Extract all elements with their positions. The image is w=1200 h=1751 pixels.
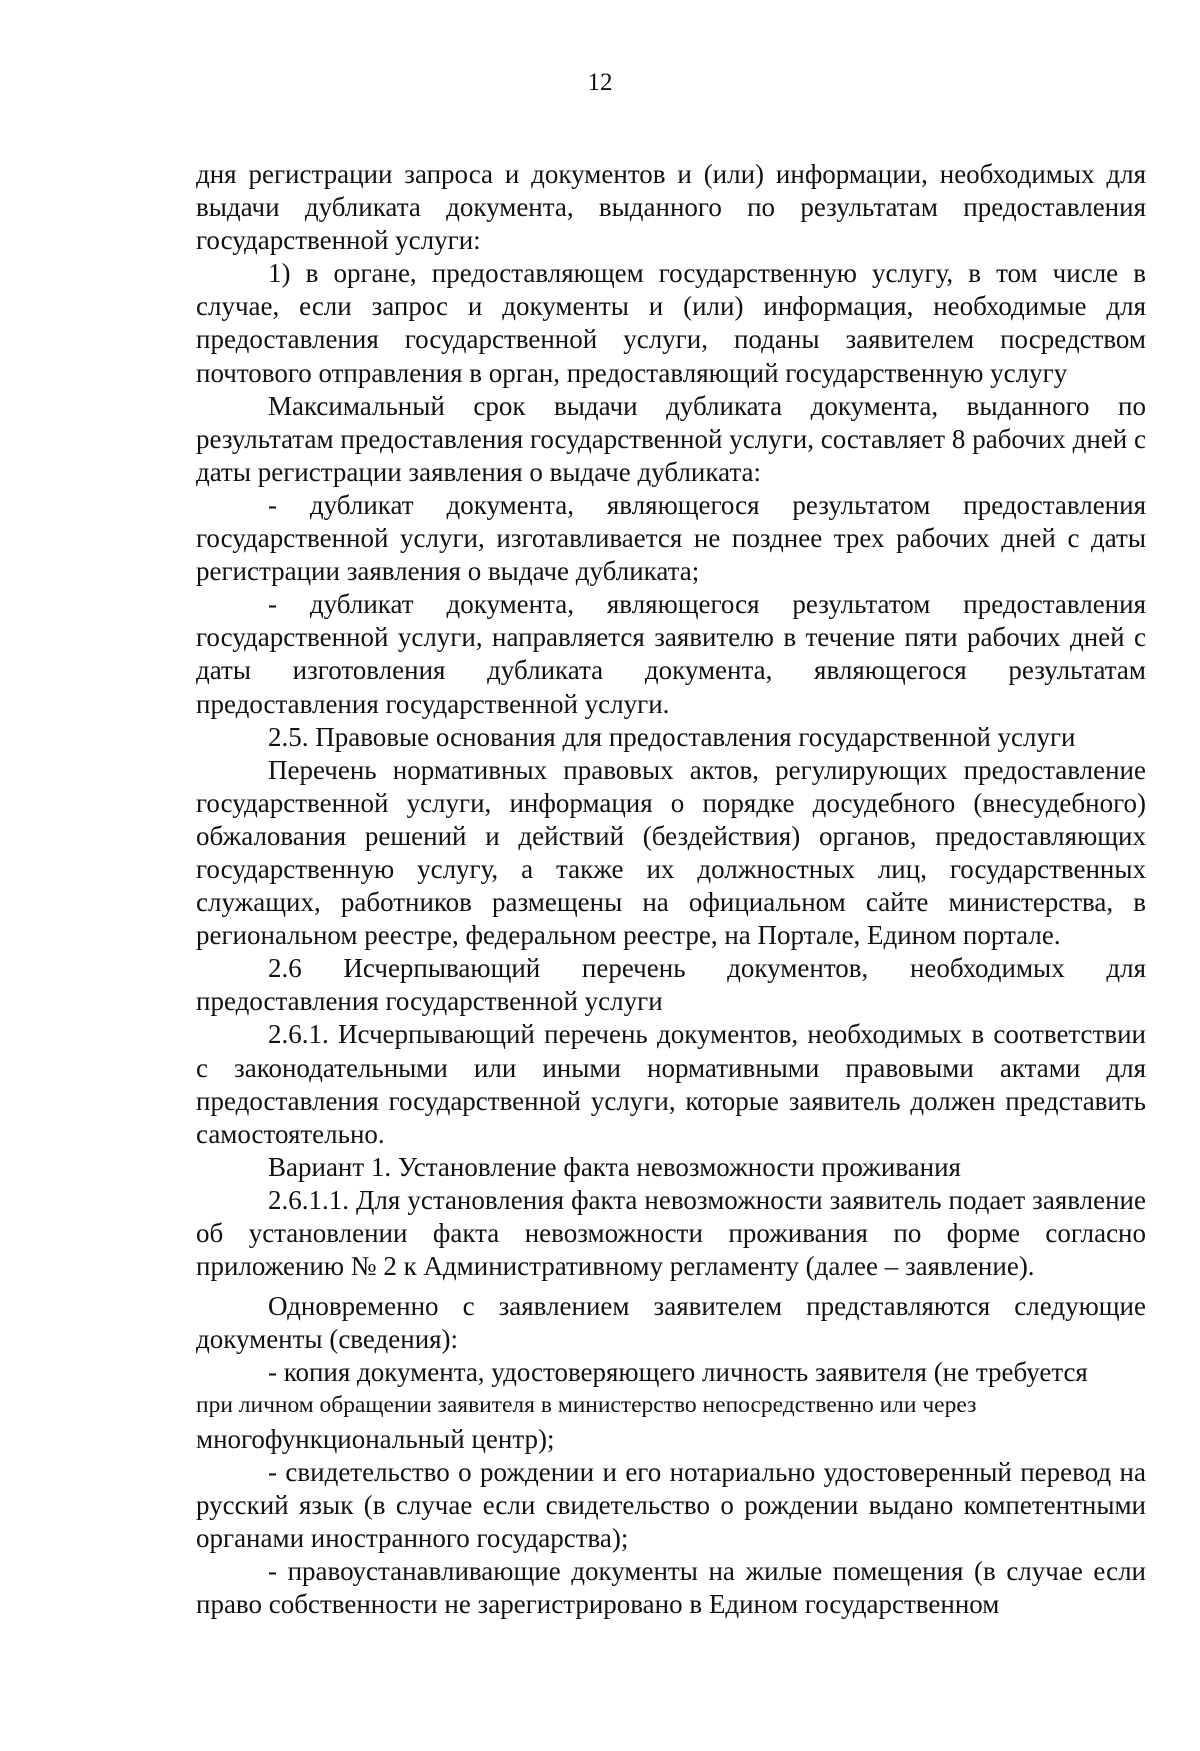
list-item: - правоустанавливающие документы на жилые помещения (в случае если право собственности не зарегистрировано в Едином государственном <box>196 1555 1146 1620</box>
paragraph: Максимальный срок выдачи дубликата документа, выданного по результатам предоставления государственной услуги, составляет 8 рабочих дней с даты регистрации заявления о выдаче дубликата: <box>196 390 1146 487</box>
list-item: - дубликат документа, являющегося результатом предоставления государственной услуги, изготавливается не позднее трех рабочих дней с даты регистрации заявления о выдаче дубликата; <box>196 489 1146 587</box>
page-number: 12 <box>587 69 613 96</box>
paragraph: дня регистрации запроса и документов и (или) информации, необходимых для выдачи дубликата документа, выданного по результатам предоставления государственной услуги: <box>196 159 1146 256</box>
paragraph: 2.6.1.1. Для установления факта невозможности заявитель подает заявление об установлении факта невозможности проживания по форме согласно приложению № 2 к Административному регламенту (далее – заявление). <box>196 1184 1146 1282</box>
paragraph: 2.6.1. Исчерпывающий перечень документов, необходимых в соответствии с законодательными или иными нормативными правовыми актами для предоставления государственной услуги, которые заявитель должен представить самостоятельно. <box>196 1019 1146 1149</box>
section-heading: 2.5. Правовые основания для предоставления государственной услуги <box>268 721 1076 752</box>
paragraph: 1) в органе, предоставляющем государственную услугу, в том числе в случае, если запрос и документы и (или) информация, необходимые для предоставления государственной услуги, поданы заявителем посредством почтового отправления в орган, предоставляющий государственную услугу <box>196 258 1146 388</box>
list-item: - копия документа, удостоверяющего личность заявителя (не требуется <box>268 1357 1088 1388</box>
list-item: - свидетельство о рождении и его нотариально удостоверенный перевод на русский язык (в случае если свидетельство о рождении выдано компетентными органами иностранного государства); <box>196 1456 1146 1553</box>
paragraph: Одновременно с заявлением заявителем представляются следующие документы (сведения): <box>196 1291 1146 1355</box>
section-heading: 2.6 Исчерпывающий перечень документов, необходимых для предоставления государственной услуги <box>196 953 1146 1017</box>
list-item: - дубликат документа, являющегося результатом предоставления государственной услуги, направляется заявителю в течение пяти рабочих дней с даты изготовления дубликата документа, являющегося результатам предоставления государственной услуги. <box>196 589 1146 719</box>
section-heading: Вариант 1. Установление факта невозможности проживания <box>268 1151 961 1182</box>
list-item-continuation: многофункциональный центр); <box>196 1423 555 1454</box>
paragraph: Перечень нормативных правовых актов, регулирующих предоставление государственной услуги, информация о порядке досудебного (внесудебного) обжалования решений и действий (бездействия) органов, предоставляющих государственную услугу, а также их должностных лиц, государственных служащих, работников размещены на официальном сайте министерства, в региональном реестре, федеральном реестре, на Портале, Едином портале. <box>196 754 1146 951</box>
document-body <box>196 158 1146 1621</box>
list-item-continuation: при личном обращении заявителя в министерство непосредственно или через <box>196 1392 977 1419</box>
